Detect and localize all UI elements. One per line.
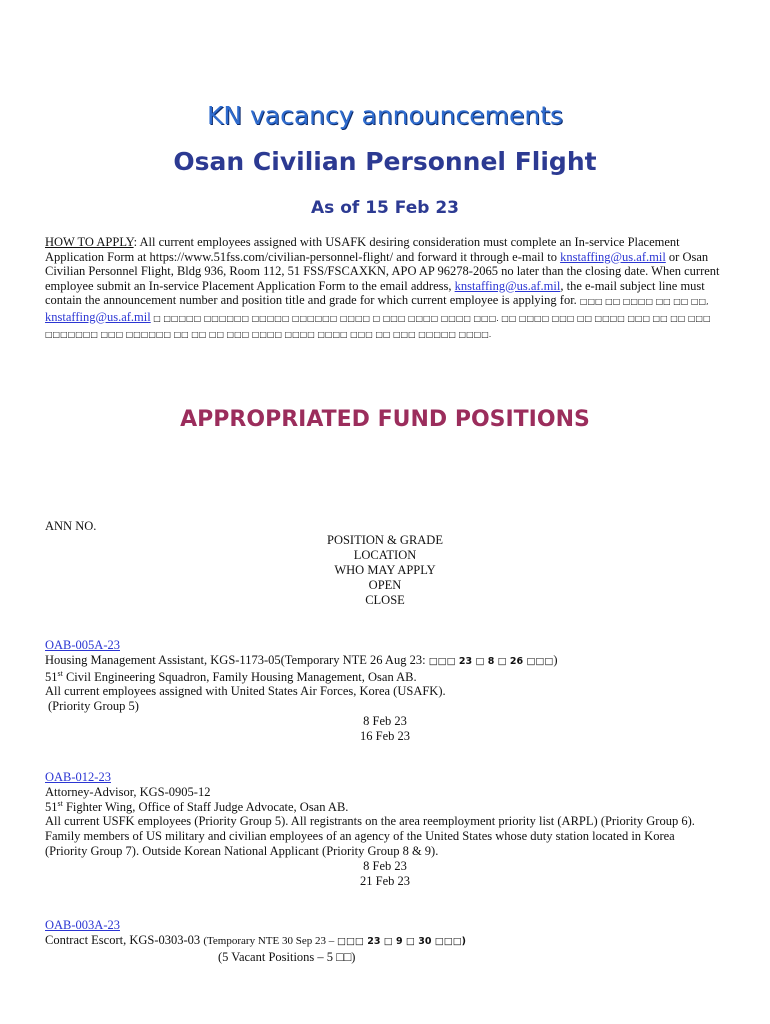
staffing-email-link[interactable]: knstaffing@us.af.mil [454,278,561,293]
position-grade [45,933,725,950]
column-header-position-grade: POSITION & GRADE [327,533,443,547]
announcement-number-link[interactable]: OAB-005A-23 [45,638,120,652]
position-closing-paren: ) [461,935,467,947]
as-of-date: As of 15 Feb 23 [311,198,459,218]
document-title: KN vacancy announcements [206,101,564,130]
staffing-email-link[interactable]: knstaffing@us.af.mil [560,249,666,264]
location-number: 51 [45,799,58,814]
how-to-apply-text-2: or Osan Civilian Personnel Flight, Bldg 936, Room 112, 51 FSS/FSCAXKN, APO AP 96278-2065 no later than the closing date. When current employee submit an In-service Placement Application Form to the email address, [45,249,720,293]
column-header-location: LOCATION [353,548,417,562]
location [45,670,725,685]
column-header-close: CLOSE [365,593,405,607]
who-may-apply: All current USFK employees (Priority Group 5). All registrants on the area reemployment priority list (ARPL) (Priority Group 6). [45,814,695,829]
announcement-number-line [45,638,725,653]
column-header-ann-no: ANN NO. [45,519,97,533]
who-may-apply: All current employees assigned with United States Air Forces, Korea (USAFK). [45,684,446,699]
open-date: 8 Feb 23 [363,713,407,728]
who-may-apply: (Priority Group 7). Outside Korean National Applicant (Priority Group 8 & 9). [45,843,439,858]
korean-term-date: □□□ 23 □ 9 □ 30 □□□ [336,935,462,947]
announcement-number-line [45,770,725,785]
korean-instructions-text: □□□ □□ □□□□ □□ □□ □□, [579,297,709,306]
who-may-apply: Family members of US military and civilian employees of an agency of the United States whose duty station located in Korea [45,829,675,844]
staffing-email-link[interactable]: knstaffing@us.af.mil [45,309,151,324]
position-grade: Attorney-Advisor, KGS-0905-12 [45,784,211,799]
section-title: APPROPRIATED FUND POSITIONS [180,407,590,432]
location-text: Civil Engineering Squadron, Family Housing Management, Osan AB. [62,669,417,684]
who-may-apply: (Priority Group 5) [48,699,139,714]
location-ordinal-suffix: st [57,668,63,678]
column-headers [0,533,770,608]
close-date: 16 Feb 23 [360,728,410,743]
announcement-entry [45,918,725,964]
announcement-entry [45,770,725,888]
close-date: 21 Feb 23 [360,873,410,888]
how-to-apply-text-1: : All current employees assigned with USAFK desiring consideration must complete an In-service Placement Application Form at https://www.51fss.com/civilian-personnel-flight/ and forward it through e-mail to [45,235,680,264]
location-text: Fighter Wing, Office of Staff Judge Advocate, Osan AB. [62,799,349,814]
how-to-apply-paragraph [45,235,725,343]
korean-term-date: □□□ 23 □ 8 □ 26 □□□ [428,655,554,667]
location [45,800,725,815]
location-ordinal-suffix: st [57,798,63,808]
announcement-entry [45,638,725,744]
announcement-number-line [45,918,725,933]
how-to-apply-label: HOW TO APPLY [45,235,134,249]
korean-instructions-text: □ □□□□□ □□□□□□ □□□□□ □□□□□□ □□□□ □ □□□ □□□□ □□□□ □□□. □□ □□□□ □□□ □□ □□□□ □□□ □□ □□ □□□ □□□□□□□ □□□ □□□□□□ □□ □□ □□ □□□ □□□□ □□□□ □□□□ □□□ □□ □□□ □□□□□ □□□□. [45,313,711,339]
announcement-number-link[interactable]: OAB-003A-23 [45,918,120,932]
position-title: Housing Management Assistant, KGS-1173-05(Temporary NTE 26 Aug 23: [45,652,429,667]
position-title: Contract Escort, KGS-0303-03 [45,932,204,947]
position-grade [45,653,725,670]
location-number: 51 [45,669,58,684]
announcement-number-link[interactable]: OAB-012-23 [45,770,111,784]
how-to-apply-text-3: , the e-mail subject line must contain the announcement number and position title and grade for which current employee is applying for. [45,278,705,307]
column-header-who-may-apply: WHO MAY APPLY [334,563,436,577]
column-header-open: OPEN [368,578,402,592]
vacancy-count: (5 Vacant Positions – 5 □□) [218,949,356,964]
position-closing-paren: ) [553,652,558,667]
temporary-term-text: (Temporary NTE 30 Sep 23 – [203,934,337,947]
office-name: Osan Civilian Personnel Flight [173,147,597,176]
open-date: 8 Feb 23 [363,858,407,873]
